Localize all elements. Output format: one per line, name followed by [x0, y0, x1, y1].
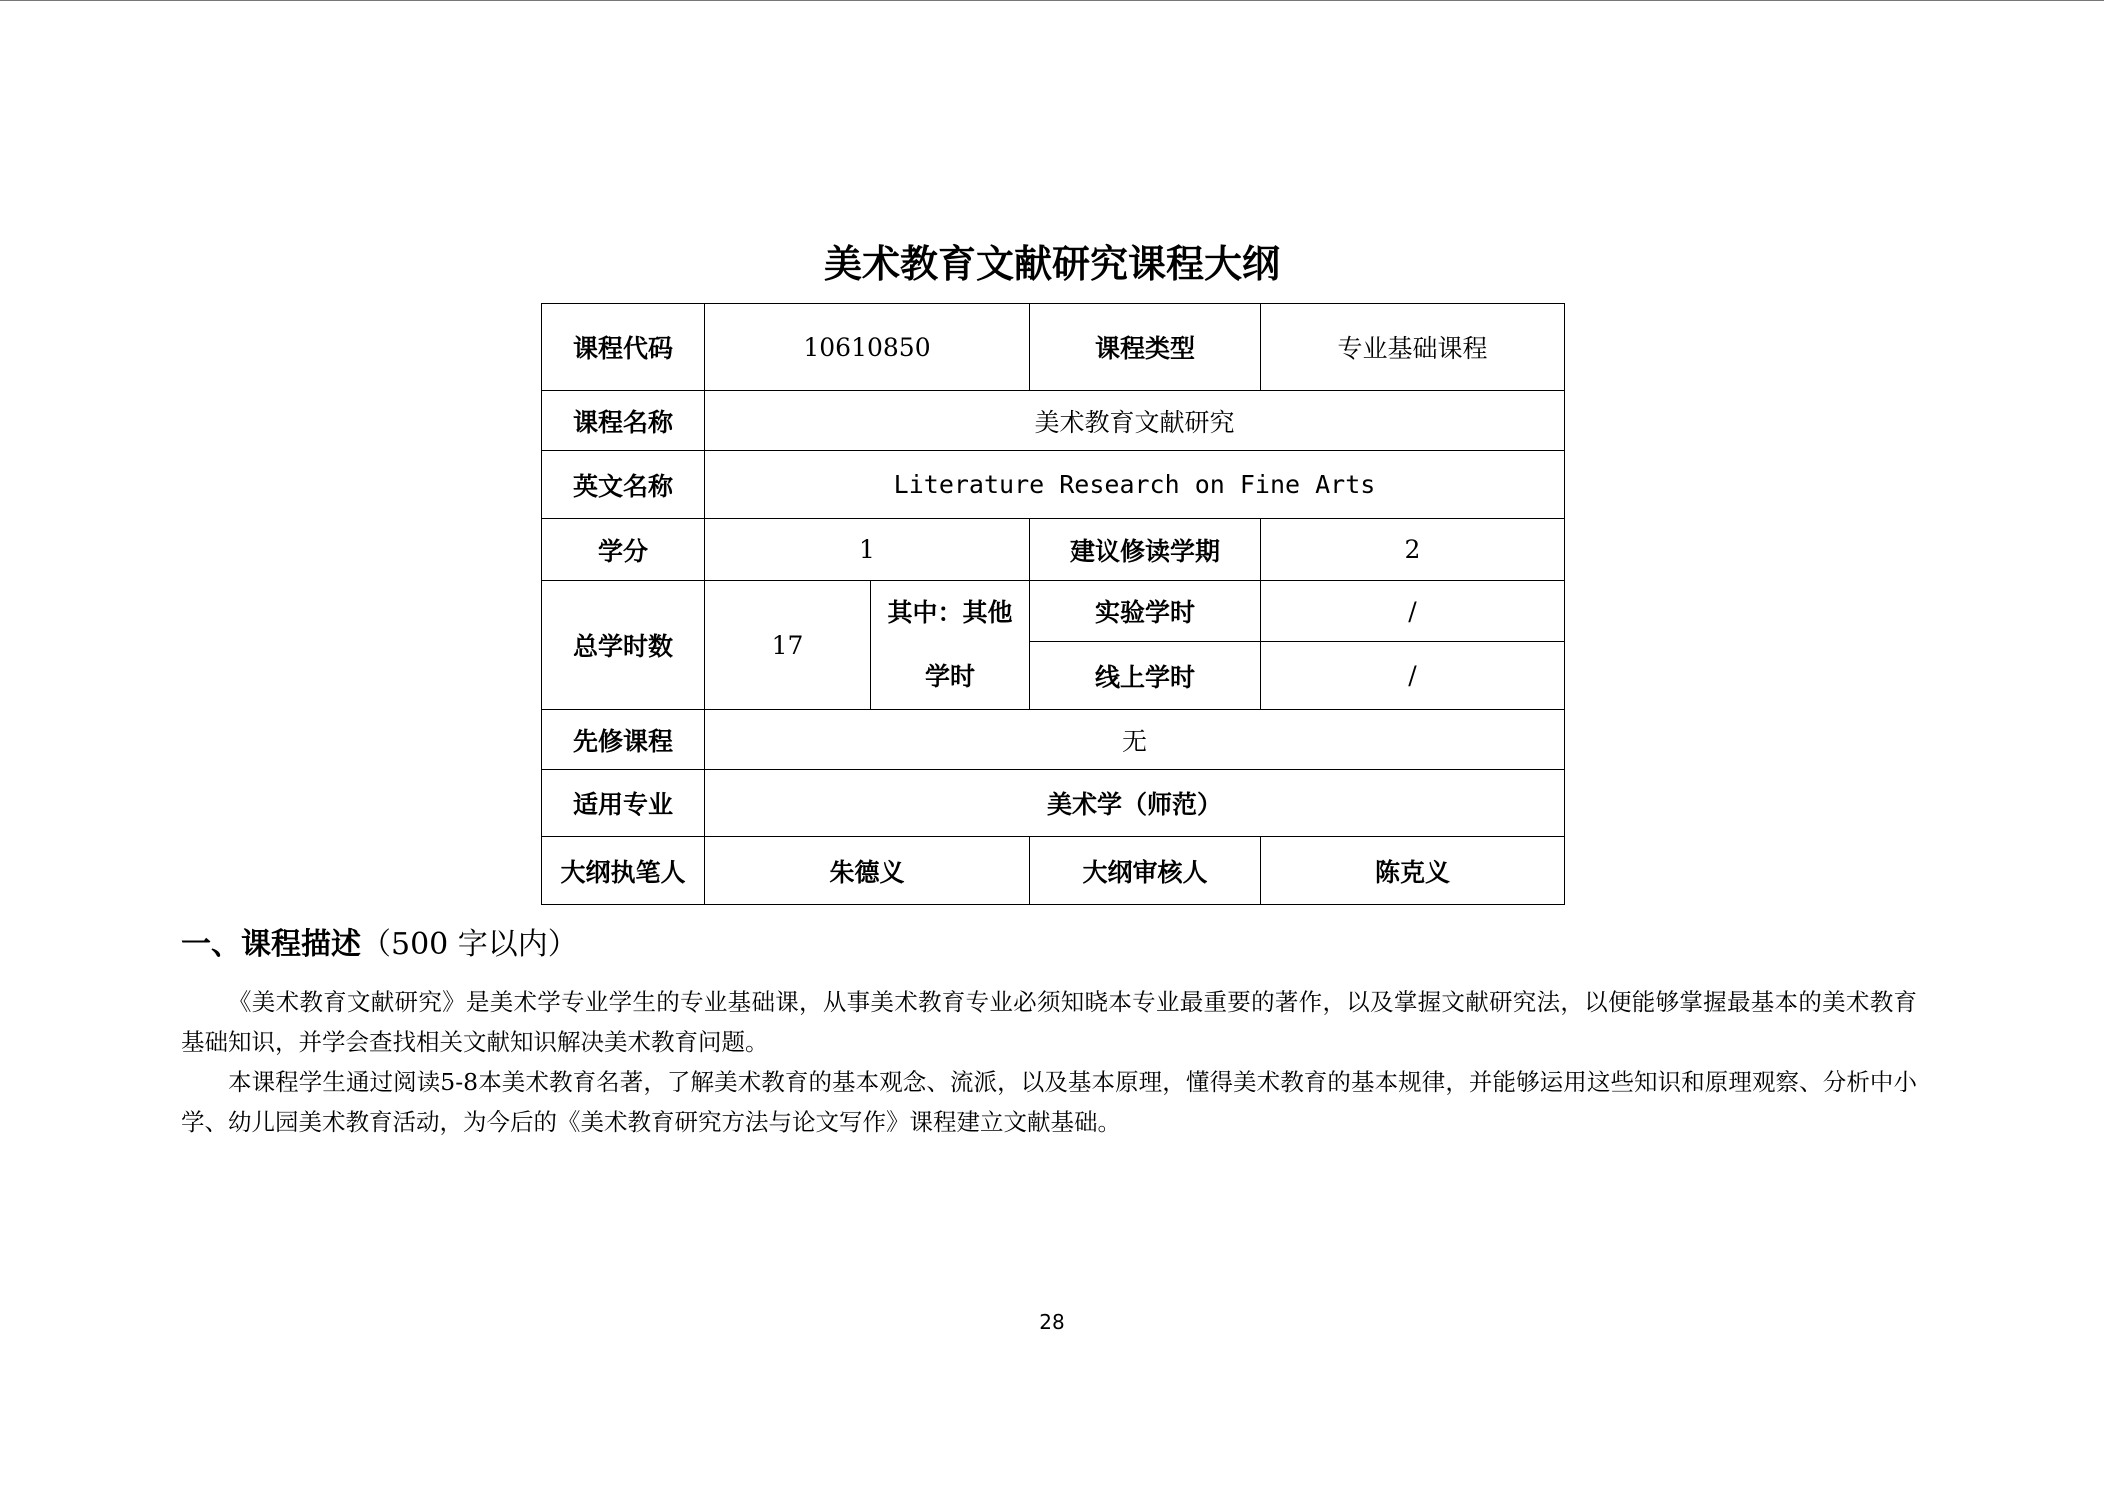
other-hours-label: [871, 581, 1030, 710]
lab-hours-value: /: [1261, 581, 1565, 642]
table-row: [542, 304, 1565, 391]
table-row: [542, 391, 1565, 451]
table-row: [542, 519, 1565, 581]
semester-value: 2: [1261, 519, 1565, 581]
credits-value: 1: [705, 519, 1030, 581]
description-paragraph: 本课程学生通过阅读5-8本美术教育名著，了解美术教育的基本观念、流派，以及基本原理，懂得美术教育的基本规律，并能够运用这些知识和原理观察、分析中小学、幼儿园美术教育活动，为今后的《美术教育研究方法与论文写作》课程建立文献基础。: [181, 1068, 1917, 1136]
course-code-value: 10610850: [705, 304, 1030, 391]
total-hours-label: 总学时数: [542, 581, 705, 710]
prerequisite-label: 先修课程: [542, 710, 705, 770]
table-row: [542, 581, 1565, 642]
table-row: [542, 837, 1565, 905]
semester-label: 建议修读学期: [1030, 519, 1261, 581]
credits-label: 学分: [542, 519, 705, 581]
reviewer-value: 陈克义: [1261, 837, 1565, 905]
major-value: 美术学（师范）: [705, 770, 1565, 837]
page-top-rule: [0, 0, 2104, 1]
english-name-value: Literature Research on Fine Arts: [705, 451, 1565, 519]
lab-hours-label: 实验学时: [1030, 581, 1261, 642]
course-type-label: 课程类型: [1030, 304, 1261, 391]
other-hours-label-line1: 其中：其他: [887, 598, 1013, 627]
reviewer-label: 大纲审核人: [1030, 837, 1261, 905]
author-value: 朱德义: [705, 837, 1030, 905]
section-heading-title: 一、课程描述: [181, 927, 361, 962]
document-title: 美术教育文献研究课程大纲: [823, 242, 1280, 286]
course-name-value: 美术教育文献研究: [705, 391, 1565, 451]
author-label: 大纲执笔人: [542, 837, 705, 905]
section-heading: [181, 922, 578, 968]
course-description: [181, 982, 1917, 1142]
online-hours-label: 线上学时: [1030, 642, 1261, 710]
english-name-label: 英文名称: [542, 451, 705, 519]
table-row: [542, 710, 1565, 770]
total-hours-value: 17: [705, 581, 871, 710]
course-type-value: 专业基础课程: [1261, 304, 1565, 391]
page-number: 28: [1039, 1310, 1065, 1334]
course-code-label: 课程代码: [542, 304, 705, 391]
table-row: [542, 451, 1565, 519]
description-paragraph: 《美术教育文献研究》是美术学专业学生的专业基础课，从事美术教育专业必须知晓本专业最重要的著作，以及掌握文献研究法，以便能够掌握最基本的美术教育基础知识，并学会查找相关文献知识解决美术教育问题。: [181, 988, 1917, 1056]
prerequisite-value: 无: [705, 710, 1565, 770]
major-label: 适用专业: [542, 770, 705, 837]
online-hours-value: /: [1261, 642, 1565, 710]
course-name-label: 课程名称: [542, 391, 705, 451]
course-info-table: [541, 303, 1565, 905]
section-heading-note: （500 字以内）: [361, 927, 578, 962]
other-hours-label-line2: 学时: [924, 662, 975, 691]
table-row: [542, 770, 1565, 837]
